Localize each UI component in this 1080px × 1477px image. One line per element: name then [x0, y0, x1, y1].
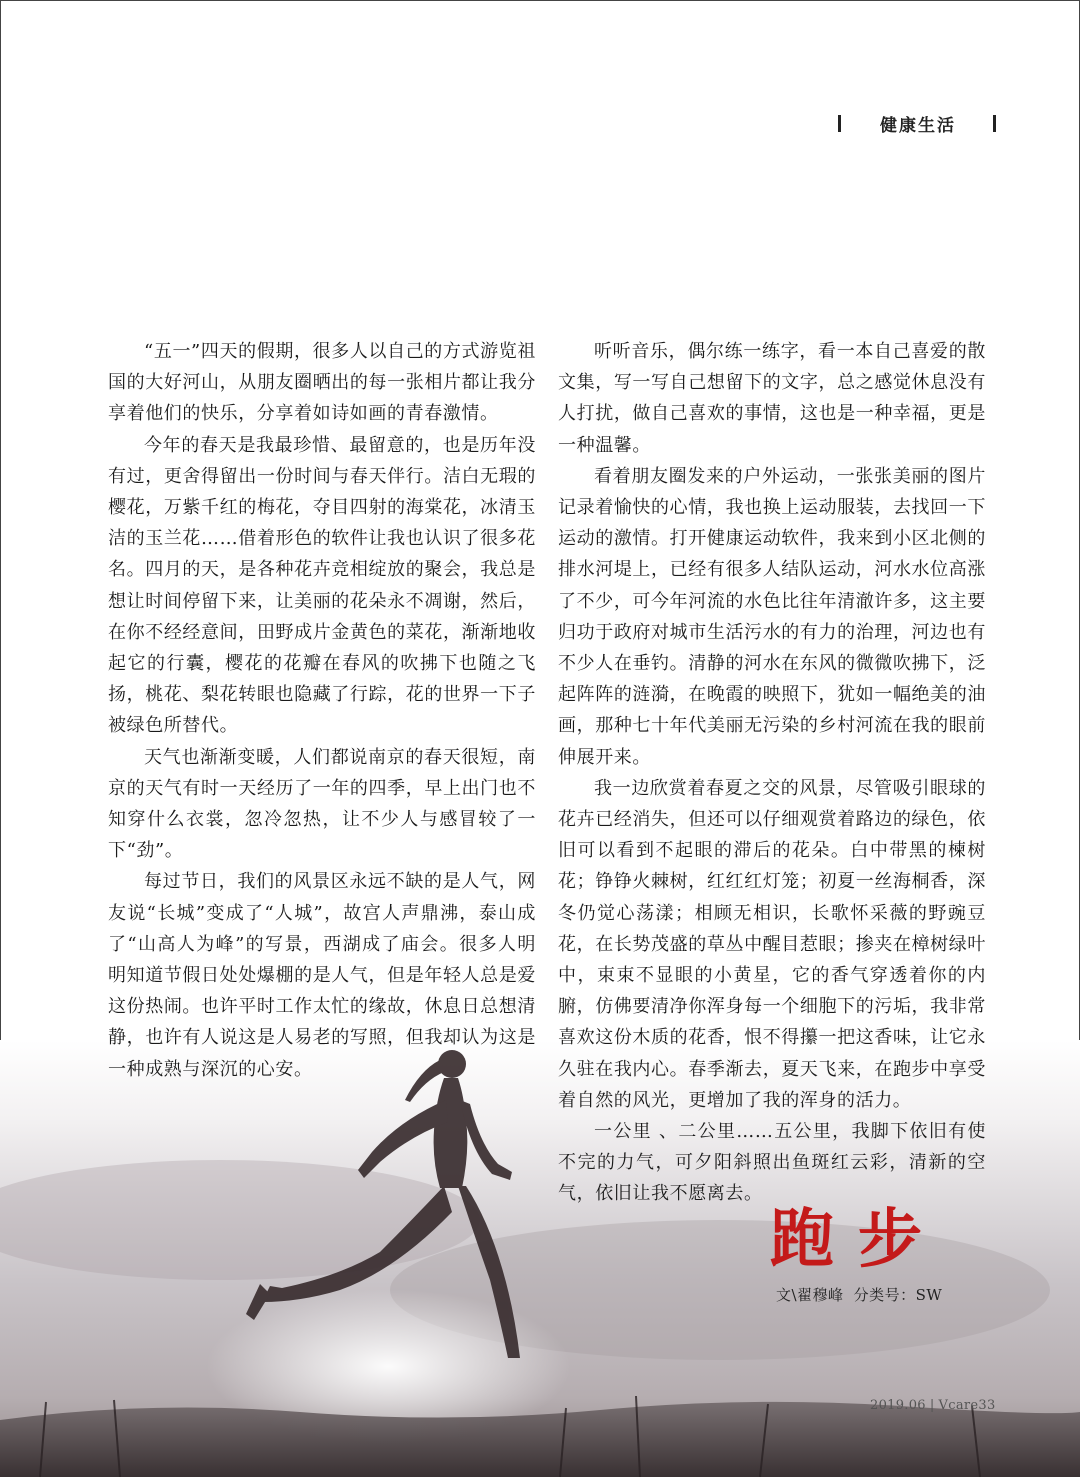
article-column-left — [108, 336, 536, 1085]
paragraph: 天气也渐渐变暖，人们都说南京的春天很短，南京的天气有时一天经历了一年的四季，早上出门也不知穿什么衣裳，忽冷忽热，让不少人与感冒较了一下“劲”。 — [108, 746, 536, 862]
section-title: 健康生活 — [880, 116, 956, 136]
article-column-right — [558, 336, 986, 1210]
paragraph: 听听音乐，偶尔练一练字，看一本自己喜爱的散文集，写一写自己想留下的文字，总之感觉休息没有人打扰，做自己喜欢的事情，这也是一种幸福，更是一种温馨。 — [558, 341, 986, 456]
section-header — [838, 110, 998, 138]
paragraph: 今年的春天是我最珍惜、最留意的，也是历年没有过，更舍得留出一份时间与春天伴行。洁白无瑕的樱花，万紫千红的梅花，夺目四射的海棠花，冰清玉洁的玉兰花……借着形色的软件让我也认识了很多花名。四月的天，是各种花卉竞相绽放的聚会，我总是想让时间停留下来，让美丽的花朵永不凋谢，然后，在你不经经意间，田野成片金黄色的菜花，渐渐地收起它的行囊，樱花的花瓣在春风的吹拂下也随之飞扬，桃花、梨花转眼也隐藏了行踪，花的世界一下子被绿色所替代。 — [108, 434, 536, 737]
paragraph: “五一”四天的假期，很多人以自己的方式游览祖国的大好河山，从朋友圈晒出的每一张相片都让我分享着他们的快乐，分享着如诗如画的青春激情。 — [108, 341, 536, 425]
category-code: 分类号：SW — [853, 1286, 943, 1304]
article-title: 跑步 — [770, 1202, 946, 1277]
page-footer: 2019.06 | Vcare33 — [870, 1398, 996, 1413]
author: 文\翟穆峰 — [776, 1286, 844, 1304]
paragraph: 我一边欣赏着春夏之交的风景，尽管吸引眼球的花卉已经消失，但还可以仔细观赏着路边的绿色，依旧可以看到不起眼的滞后的花朵。白中带黑的楝树花；铮铮火棘树，红红红灯笼；初夏一丝海桐香，深冬仍觉心荡漾；相顾无相识，长歌怀采薇的野豌豆花，在长势茂盛的草丛中醒目惹眼；掺夹在樟树绿叶中，束束不显眼的小黄星，它的香气穿透着你的内腑，仿佛要清净你浑身每一个细胞下的污垢，我非常喜欢这份木质的花香，恨不得攥一把这香味，让它永久驻在我内心。春季渐去，夏天飞来，在跑步中享受着自然的风光，更增加了我的浑身的活力。 — [558, 777, 986, 1111]
paragraph: 每过节日，我们的风景区永远不缺的是人气，网友说“长城”变成了“人城”，故宫人声鼎沸，泰山成了“山高人为峰”的写景，西湖成了庙会。很多人明明知道节假日处处爆棚的是人气，但是年轻人总是爱这份热闹。也许平时工作太忙的缘故，休息日总想清静，也许有人说这是人易老的写照，但我却认为这是一种成熟与深沉的心安。 — [108, 871, 536, 1080]
header-bar-right — [993, 115, 996, 132]
header-bar-left — [838, 115, 841, 132]
paragraph: 一公里 、二公里……五公里，我脚下依旧有使不完的力气，可夕阳斜照出鱼斑红云彩，清新的空气，依旧让我不愿离去。 — [558, 1121, 986, 1205]
byline — [776, 1284, 942, 1305]
paragraph: 看着朋友圈发来的户外运动，一张张美丽的图片记录着愉快的心情，我也换上运动服装，去找回一下运动的激情。打开健康运动软件，我来到小区北侧的排水河堤上，已经有很多人结队运动，河水水位高涨了不少，可今年河流的水色比往年清澈许多，这主要归功于政府对城市生活污水的有力的治理，河边也有不少人在垂钓。清静的河水在东风的微微吹拂下，泛起阵阵的涟漪，在晚霞的映照下，犹如一幅绝美的油画，那种七十年代美丽无污染的乡村河流在我的眼前伸展开来。 — [558, 465, 986, 768]
page-number: 33 — [978, 1398, 996, 1413]
magazine-name: Vcare — [938, 1398, 979, 1413]
issue-date: 2019.06 — [870, 1398, 926, 1413]
